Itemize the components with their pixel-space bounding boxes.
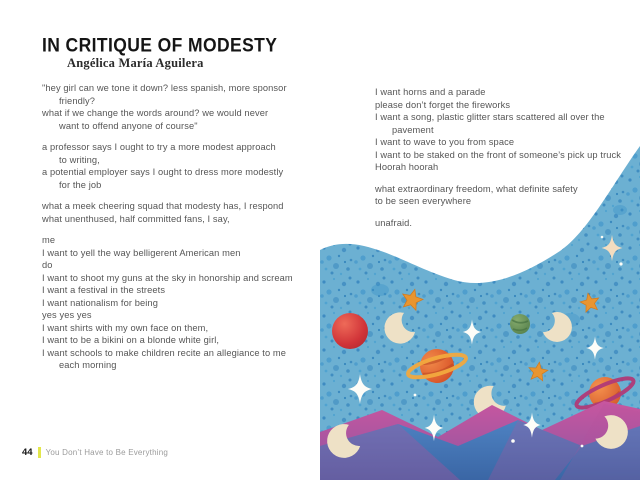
poem-line: what unenthused, half committed fans, I say,: [42, 213, 230, 224]
poem-left-column: [42, 82, 332, 381]
star-dot: [581, 445, 584, 448]
poem-line: I want schools to make children recite an allegiance to me: [42, 347, 287, 358]
poem-line: I want to wave to you from space: [375, 137, 515, 147]
stanza: [42, 141, 332, 191]
poem-line: what extraordinary freedom, what definite safety: [375, 183, 578, 194]
poem-line: me: [42, 235, 56, 245]
poem-line: unafraid.: [375, 217, 413, 228]
page-footer: [22, 447, 168, 458]
poem-line: I want to be staked on the front of someone’s pick up truck: [375, 149, 622, 160]
poem-line: please don’t forget the fireworks: [375, 99, 511, 110]
poem-line: I want a song, plastic glitter stars scattered all over the: [375, 112, 605, 122]
poem-line: do: [42, 260, 53, 270]
poem-line: yes yes yes: [42, 310, 92, 320]
poem-line: I want to shoot my guns at the sky in honorship and scream: [42, 272, 293, 283]
poem-line: "hey girl can we tone it down? less spanish, more sponsor: [42, 83, 287, 93]
poem-line: I want to yell the way belligerent American men: [42, 247, 241, 258]
space-illustration: [320, 140, 640, 480]
poem-line: Hoorah hoorah: [375, 162, 439, 172]
poem-line: a potential employer says I ought to dress more modestly: [42, 167, 284, 177]
poem-line: I want shirts with my own face on them,: [42, 322, 209, 333]
red-planet-icon: [332, 313, 368, 349]
star-dot: [601, 236, 604, 239]
poem-line: I want horns and a parade: [375, 87, 486, 97]
poem-line: to be seen everywhere: [375, 196, 472, 206]
stanza: [42, 82, 332, 132]
star-dot: [619, 262, 622, 265]
book-title: You Don’t Have to Be Everything: [45, 448, 168, 457]
stanza: [42, 200, 332, 225]
poem-line: for the job: [59, 179, 102, 190]
footer-separator-bar: [38, 447, 41, 458]
page-title: IN CRITIQUE OF MODESTY: [42, 34, 278, 56]
poem-line: I want a festival in the streets: [42, 285, 166, 295]
poem-line: what a meek cheering squad that modesty has, I respond: [42, 201, 284, 211]
poem-line: want to offend anyone of course": [59, 120, 198, 131]
poem-line: each morning: [59, 360, 117, 370]
poem-line: what if we change the words around? we would never: [42, 108, 269, 118]
poem-line: friendly?: [59, 95, 96, 106]
star-dot: [511, 439, 515, 443]
poem-line: to writing,: [59, 154, 100, 165]
page-number: 44: [22, 447, 33, 458]
green-planet-icon: [510, 314, 530, 334]
author-name: Angélica María Aguilera: [67, 56, 204, 70]
star-dot: [414, 394, 417, 397]
poem-line: I want to be a bikini on a blonde white girl,: [42, 335, 220, 345]
stanza: [42, 234, 332, 372]
poem-line: I want nationalism for being: [42, 297, 158, 308]
poem-line: a professor says I ought to try a more modest approach: [42, 142, 276, 152]
poem-line: pavement: [392, 124, 434, 135]
